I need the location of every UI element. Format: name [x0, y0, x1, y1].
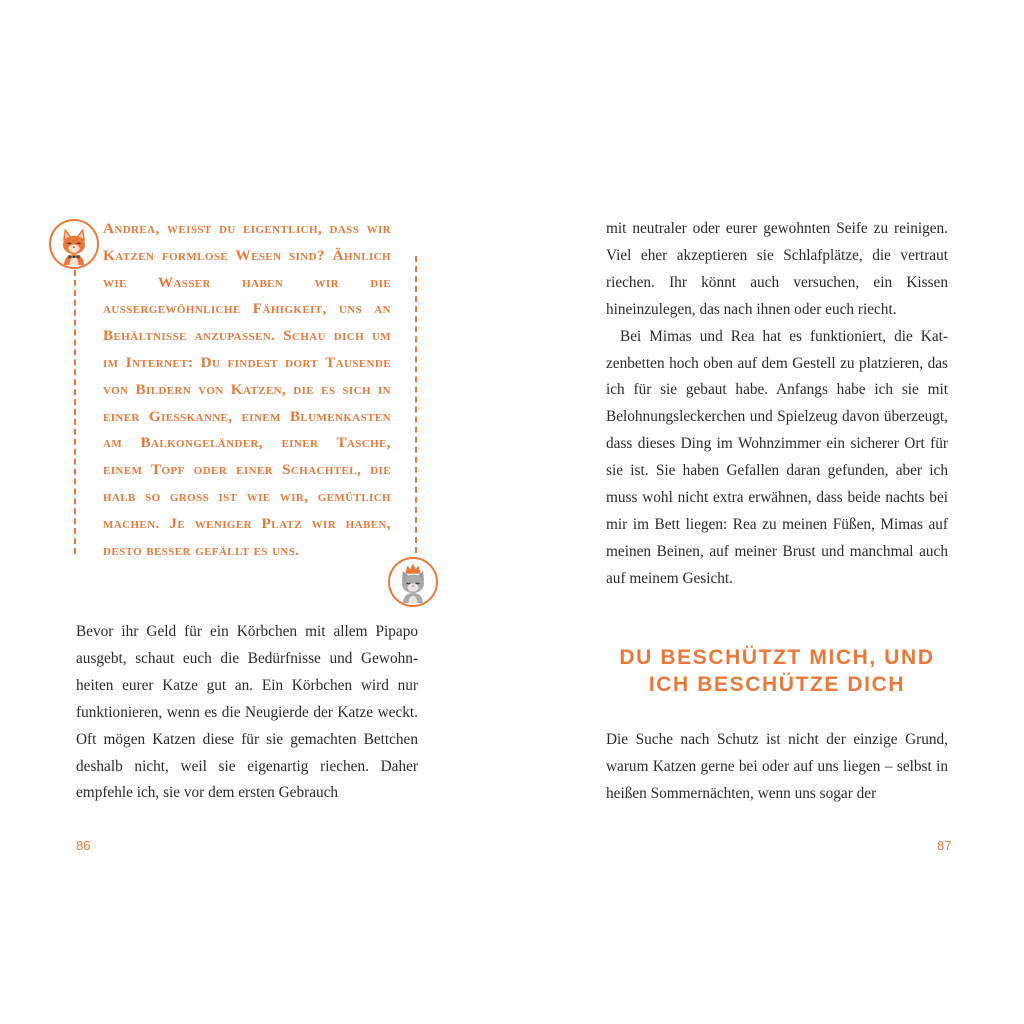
paragraph-2: Bei Mimas und Rea hat es funktioniert, die Katzenbetten hoch oben auf dem Gestell zu platzieren, das ich für sie gebaut habe. Anfangs habe ich sie mit Belohnungsleckerchen und Spielzeug davon überzeugt, dass dieses Ding im Wohnzimmer ein sicherer Ort für sie ist. Sie haben Gefallen daran gefunden, aber ich muss wohl nicht extra erwähnen, dass beide nachts bei mir im Bett liegen: Rea zu meinen Füßen, Mimas auf meinen Beinen, auf meiner Brust und manchmal auch auf meinem Gesicht. [606, 327, 948, 587]
quote-dashed-line-left [74, 270, 76, 554]
right-page [512, 0, 1024, 1024]
orange-cat-with-bowtie-icon [49, 219, 99, 269]
grey-cat-with-crown-icon [388, 557, 438, 607]
heading-line-1: DU BESCHÜTZT MICH, UND [619, 646, 935, 669]
page-number-left: 86 [76, 838, 91, 853]
heading-line-2: ICH BESCHÜTZE DICH [648, 673, 906, 696]
cat-quote-box [48, 212, 448, 612]
cat-quote-text: Andrea, weisst du eigentlich, dass wir Katzen formlose Wesen sind? Ähnlich wie Wasser haben wir die aussergewöhnliche Fähigkeit, uns an Behältnisse anzupassen. Schau dich um im Internet: Du findest dort Tausende von Bildern von Katzen, die es sich in einer Giesskanne, einem Blumenkasten am Balkongeländer, einer Tasche, einem Topf oder einer Schachtel, die halb so gross ist wie wir, gemütlich machen. Je weniger Platz wir haben, desto besser gefällt es uns. [103, 220, 391, 559]
section-heading [606, 644, 948, 698]
right-top-text [606, 216, 948, 593]
page-number-right: 87 [937, 838, 952, 853]
paragraph-3: Die Suche nach Schutz ist nicht der einzige Grund, warum Katzen gerne bei oder auf uns liegen – selbst in heißen Sommernächten, wenn uns sogar der [606, 731, 948, 802]
left-body-text: Bevor ihr Geld für ein Körbchen mit allem Pipapo ausgebt, schaut euch die Bedürfnisse und Gewohnheiten eurer Katze gut an. Ein Körbchen wird nur funktionieren, wenn es die Neugierde der Katze weckt. Oft mögen Katzen diese für sie gemachten Bettchen deshalb nicht, weil sie eigenartig riechen. Daher empfehle ich, sie vor dem ersten Gebrauch [76, 623, 418, 802]
quote-dashed-line-right [415, 256, 417, 553]
paragraph-1: mit neutraler oder eurer gewohnten Seife zu reinigen. Viel eher akzeptieren sie Schlafplätze, die vertraut riechen. Ihr könnt auch versuchen, ein Kissen hineinzulegen, das nach ihnen oder euch riecht. [606, 220, 948, 318]
